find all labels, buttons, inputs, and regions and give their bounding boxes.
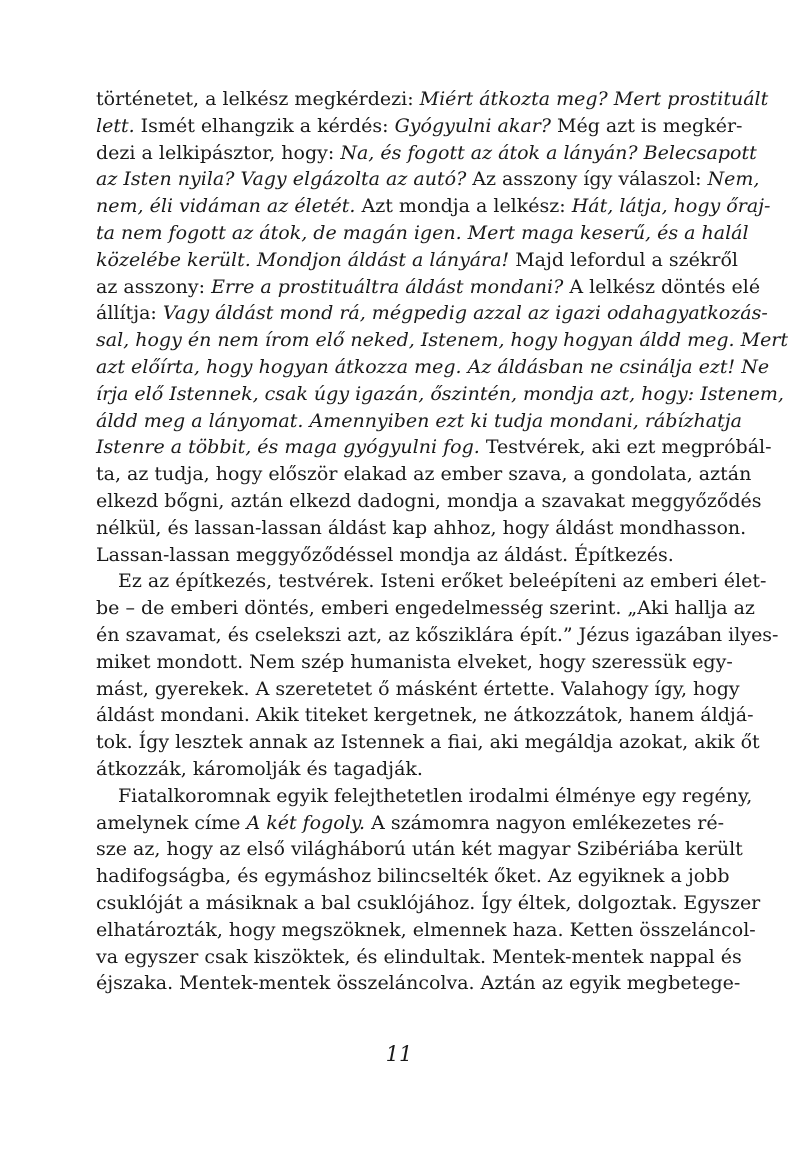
- italic-text: az Isten nyila? Vagy elgázolta az autó?: [96, 168, 467, 191]
- text-line: [96, 810, 725, 837]
- text-run: mást, gyerekek. A szeretetet ő másként értette. Valahogy így, hogy: [96, 677, 740, 700]
- text-line: [96, 970, 741, 997]
- text-line: [96, 676, 740, 703]
- text-run: Lassan-lassan meggyőződéssel mondja az áldást. Építkezés.: [96, 543, 674, 566]
- text-run: Fiatalkoromnak egyik felejthetetlen irodalmi élménye egy regény,: [118, 784, 753, 807]
- text-line: [96, 354, 770, 381]
- text-line: [96, 863, 730, 890]
- text-line: [96, 408, 742, 435]
- text-line: [96, 542, 713, 569]
- italic-text: közelébe került. Mondjon áldást a lányára!: [96, 248, 510, 271]
- text-line: [96, 836, 743, 863]
- italic-text: Na, és fogott az átok a lányán? Belecsapott: [340, 141, 757, 164]
- text-run: tok. Így lesztek annak az Istennek a fiai, aki megáldja azokat, akik őt: [96, 731, 760, 754]
- italic-text: Istenre a többit, és maga gyógyulni fog.: [96, 436, 480, 459]
- text-line: [96, 488, 762, 515]
- text-run: ta, az tudja, hogy először elakad az ember szava, a gondolata, aztán: [96, 463, 752, 486]
- text-line: [96, 220, 749, 247]
- text-run: én szavamat, és cselekszi azt, az kősziklára épít.” Jézus igazában ilyes-: [96, 623, 779, 646]
- text-run: Azt mondja a lelkész:: [355, 195, 572, 218]
- text-line: [96, 166, 760, 193]
- text-line: [96, 247, 738, 274]
- italic-text: Vagy áldást mond rá, mégpedig azzal az igazi odahagyatkozás-: [162, 302, 768, 325]
- italic-text: Hát, látja, hogy őraj-: [571, 195, 771, 218]
- italic-text: A két fogoly.: [246, 811, 366, 834]
- text-line: [96, 595, 755, 622]
- text-line: [96, 649, 733, 676]
- text-line: [96, 327, 789, 354]
- text-run: miket mondott. Nem szép humanista elveket, hogy szeressük egy-: [96, 650, 733, 673]
- text-run: amelynek címe: [96, 811, 247, 834]
- italic-text: áldd meg a lányomat. Amennyiben ezt ki tudja mondani, rábízhatja: [96, 409, 742, 432]
- text-run: az asszony:: [96, 275, 212, 298]
- text-run: dezi a lelkipásztor, hogy:: [96, 141, 341, 164]
- text-line: [96, 568, 767, 595]
- text-run: történetet, a lelkész megkérdezi:: [96, 88, 420, 110]
- text-run: csuklóját a másiknak a bal csuklójához. Így éltek, dolgoztak. Egyszer: [96, 891, 761, 914]
- text-run: Majd lefordul a székről: [509, 248, 738, 271]
- text-run: be – de emberi döntés, emberi engedelmesség szerint. „Aki hallja az: [96, 597, 755, 620]
- text-line: [96, 729, 760, 756]
- italic-text: Miért átkozta meg? Mert prostituált: [419, 88, 769, 110]
- italic-text: lett.: [96, 114, 135, 137]
- text-run: Testvérek, aki ezt megpróbál-: [479, 436, 772, 459]
- text-run: nélkül, és lassan-lassan áldást kap ahhoz, hogy áldást mondhasson.: [96, 516, 747, 539]
- text-line: [96, 193, 771, 220]
- text-run: elhatározták, hogy megszöknek, elmennek haza. Ketten összeláncol-: [96, 918, 756, 941]
- text-line: [96, 274, 761, 301]
- italic-text: nem, éli vidáman az életét.: [96, 195, 356, 218]
- page-number: 11: [385, 1042, 413, 1066]
- text-line: [96, 434, 772, 461]
- text-line: [96, 300, 768, 327]
- body-text: [96, 86, 789, 997]
- text-run: Még azt is megkér-: [550, 114, 743, 137]
- text-line: [96, 140, 757, 167]
- italic-text: ta nem fogott az átok, de magán igen. Mert maga keserű, és a halál: [96, 221, 749, 244]
- text-line: [96, 113, 743, 140]
- text-run: hadifogságba, és egymáshoz bilincselték őket. Az egyiknek a jobb: [96, 865, 730, 888]
- text-line: [96, 86, 769, 113]
- text-run: elkezd bőgni, aztán elkezd dadogni, mondja a szavakat meggyőződés: [96, 489, 762, 512]
- text-run: áldást mondani. Akik titeket kergetnek, ne átkozzátok, hanem áldjá-: [96, 704, 754, 727]
- text-line: [96, 783, 753, 810]
- text-line: [96, 944, 742, 971]
- italic-text: Gyógyulni akar?: [394, 114, 551, 137]
- text-line: [96, 461, 752, 488]
- text-line: [96, 890, 761, 917]
- text-run: átkozzák, káromolják és tagadják.: [96, 757, 423, 780]
- text-run: Ismét elhangzik a kérdés:: [134, 114, 395, 137]
- text-run: sze az, hogy az első világháború után két magyar Szibériába került: [96, 838, 743, 861]
- text-run: A számomra nagyon emlékezetes ré-: [365, 811, 725, 834]
- italic-text: sal, hogy én nem írom elő neked, Istenem, hogy hogyan áldd meg. Mert: [96, 329, 789, 352]
- text-line: [96, 622, 779, 649]
- text-run: állítja:: [96, 302, 163, 325]
- text-run: éjszaka. Mentek-mentek összeláncolva. Aztán az egyik megbetege-: [96, 972, 741, 995]
- text-line: [96, 515, 747, 542]
- text-run: Ez az építkezés, testvérek. Isteni erőket beleépíteni az emberi élet-: [118, 570, 767, 593]
- text-run: Az asszony így válaszol:: [466, 168, 708, 191]
- text-line: [96, 381, 784, 408]
- italic-text: Nem,: [707, 168, 760, 191]
- text-line: [96, 917, 756, 944]
- text-run: va egyszer csak kiszöktek, és elindultak. Mentek-mentek nappal és: [96, 945, 742, 968]
- text-line: [96, 756, 713, 783]
- italic-text: írja elő Istennek, csak úgy igazán, őszintén, mondja azt, hogy: Istenem,: [96, 382, 784, 405]
- italic-text: Erre a prostituáltra áldást mondani?: [211, 275, 564, 298]
- italic-text: azt előírta, hogy hogyan átkozza meg. Az áldásban ne csinálja ezt! Ne: [96, 355, 770, 378]
- text-run: A lelkész döntés elé: [563, 275, 761, 298]
- text-line: [96, 702, 754, 729]
